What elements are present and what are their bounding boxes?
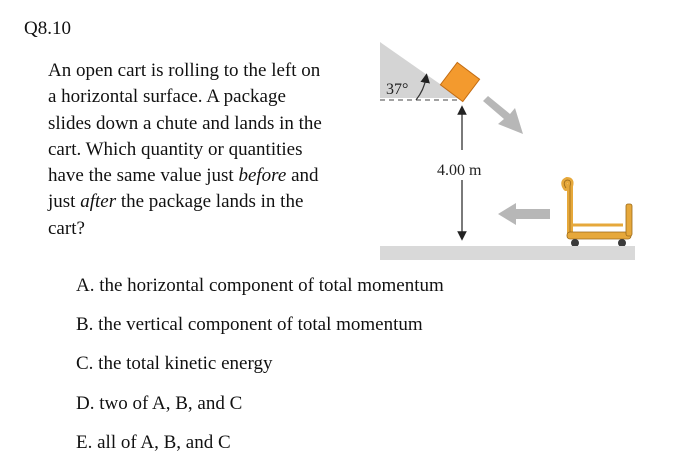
question-text (48, 58, 330, 242)
option-d[interactable]: D. two of A, B, and C (76, 393, 243, 414)
cart-velocity-arrow (498, 203, 550, 225)
question-text-part: the package lands in the cart? (48, 191, 304, 239)
question-emphasis-after: after (80, 191, 117, 213)
height-label: 4.00 m (437, 162, 482, 179)
option-a[interactable]: A. the horizontal component of total momentum (76, 275, 444, 296)
angle-label: 37° (386, 81, 409, 98)
option-b[interactable]: B. the vertical component of total momentum (76, 314, 423, 335)
diagram-svg (370, 38, 650, 258)
physics-diagram (370, 38, 650, 258)
cart-wheel-left (571, 239, 579, 247)
package-velocity-arrow (483, 96, 523, 134)
question-text-part: and just (48, 165, 319, 213)
question-emphasis-before: before (238, 165, 287, 187)
ground-surface (380, 246, 635, 260)
option-e[interactable]: E. all of A, B, and C (76, 432, 231, 453)
open-cart (564, 180, 632, 247)
option-c[interactable]: C. the total kinetic energy (76, 353, 273, 374)
cart-wheel-right (618, 239, 626, 247)
question-number: Q8.10 (24, 18, 71, 39)
question-text-part: An open cart is rolling to the left on a horizontal surface. A package slides down a chute and lands in the cart. Which quantity or quantities have the same value just (48, 60, 322, 187)
